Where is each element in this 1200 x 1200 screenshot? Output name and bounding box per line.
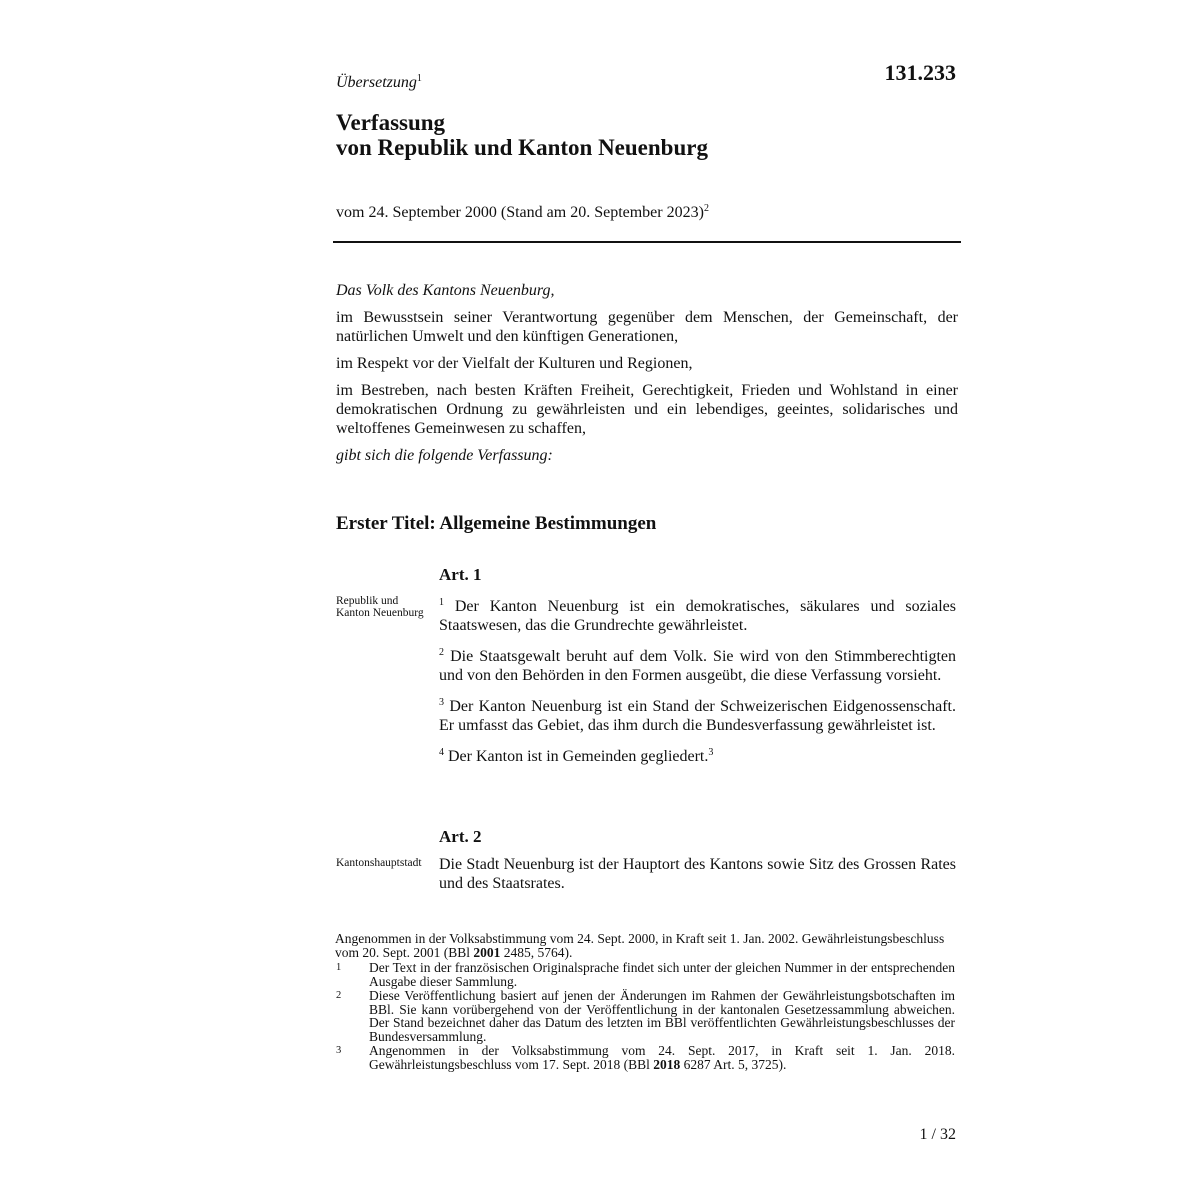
art-1-marginal-note: Republik und Kanton Neuenburg — [336, 595, 424, 619]
preamble-paragraph: im Bewusstsein seiner Verantwortung gegenüber dem Menschen, der Gemeinschaft, der natürlichen Umwelt und den künftigen Generationen, — [336, 309, 958, 345]
preamble-closing: gibt sich die folgende Verfassung: — [336, 447, 553, 464]
preamble-paragraph: im Respekt vor der Vielfalt der Kulturen und Regionen, — [336, 355, 693, 372]
title-line-2: von Republik und Kanton Neuenburg — [336, 135, 708, 160]
art-1-body — [439, 593, 956, 774]
document-title — [336, 110, 708, 160]
art-1-paragraph-3: $^3$ Der Kanton Neuenburg ist ein Stand der Schweizerischen Eidgenossenschaft. Er umfasst das Gebiet, das ihm durch die Bundesverfassung gewährleistet ist. — [439, 697, 957, 734]
art-2-marginal-note: Kantonshauptstadt — [336, 857, 422, 869]
translation-label: Übersetzung$^1$ — [336, 73, 422, 91]
footnote-text: Angenommen in der Volksabstimmung vom 24. Sept. 2017, in Kraft seit 1. Jan. 2018. Gewährleistungsbeschluss vom 17. Sept. 2018 (BBl 2018 6287 Art. 5, 3725). — [369, 1043, 955, 1072]
preamble — [336, 281, 958, 473]
adoption-note: Angenommen in der Volksabstimmung vom 24. Sept. 2000, in Kraft seit 1. Jan. 2002. Gewährleistungsbeschluss vom 20. Sept. 2001 (BBl 2001 2485, 5764). — [335, 931, 945, 960]
section-title: Erster Titel: Allgemeine Bestimmungen — [336, 513, 657, 534]
footnotes — [335, 932, 955, 1072]
footnote-number: 2 — [336, 990, 342, 1001]
art-1-heading: Art. 1 — [439, 565, 482, 584]
art-1-paragraph-4: $^4$ Der Kanton ist in Gemeinden gegliedert.$^3$ — [439, 747, 714, 765]
page-number: 1 / 32 — [919, 1126, 956, 1143]
preamble-intro: Das Volk des Kantons Neuenburg, — [336, 282, 555, 299]
footnote-ref-1[interactable]: 1 — [416, 73, 422, 84]
footnote-3 — [335, 1044, 955, 1071]
footnote-2 — [335, 989, 955, 1043]
art-2-paragraph: Die Stadt Neuenburg ist der Hauptort des Kantons sowie Sitz des Grossen Rates und des Staatsrates. — [439, 856, 956, 892]
footnote-text: Diese Veröffentlichung basiert auf jenen der Änderungen im Rahmen der Gewährleistungsbotschaften im BBl. Sie kann vorübergehend von der Veröffentlichung in der kantonalen Gesetzessammlung abweichen. Der Stand bezeichnet daher das Datum des letzten im BBl veröffentlichten Gewährleistungsbeschlusses der Bundesversammlung. — [369, 988, 955, 1044]
title-line-1: Verfassung — [336, 110, 446, 135]
footnote-ref-3[interactable]: 3 — [708, 747, 714, 758]
art-2-body — [439, 855, 956, 901]
sr-number: 131.233 — [884, 60, 956, 85]
header-divider — [333, 241, 961, 243]
footnote-text: Der Text in der französischen Originalsprache findet sich unter der gleichen Nummer in der entsprechenden Ausgabe dieser Sammlung. — [369, 960, 955, 989]
footnote-number: 1 — [336, 962, 342, 973]
stand-date: vom 24. September 2000 (Stand am 20. September 2023)$^2$ — [336, 203, 709, 221]
preamble-paragraph: im Bestreben, nach besten Kräften Freiheit, Gerechtigkeit, Frieden und Wohlstand in einer demokratischen Ordnung zu gewährleisten und ein lebendiges, geeintes, solidarisches und weltoffenes Gemeinwesen zu schaffen, — [336, 382, 958, 437]
art-2-heading: Art. 2 — [439, 827, 482, 846]
footnote-ref-2[interactable]: 2 — [703, 203, 709, 214]
art-1-paragraph-1: $^1$ Der Kanton Neuenburg ist ein demokratisches, säkulares und soziales Staatswesen, das die Grundrechte gewährleistet. — [439, 597, 957, 634]
footnote-1 — [335, 961, 955, 988]
art-1-paragraph-2: $^2$ Die Staatsgewalt beruht auf dem Volk. Sie wird von den Stimmberechtigten und von den Behörden in den Formen ausgeübt, die diese Verfassung vorsieht. — [439, 647, 957, 684]
footnote-number: 3 — [336, 1045, 342, 1056]
